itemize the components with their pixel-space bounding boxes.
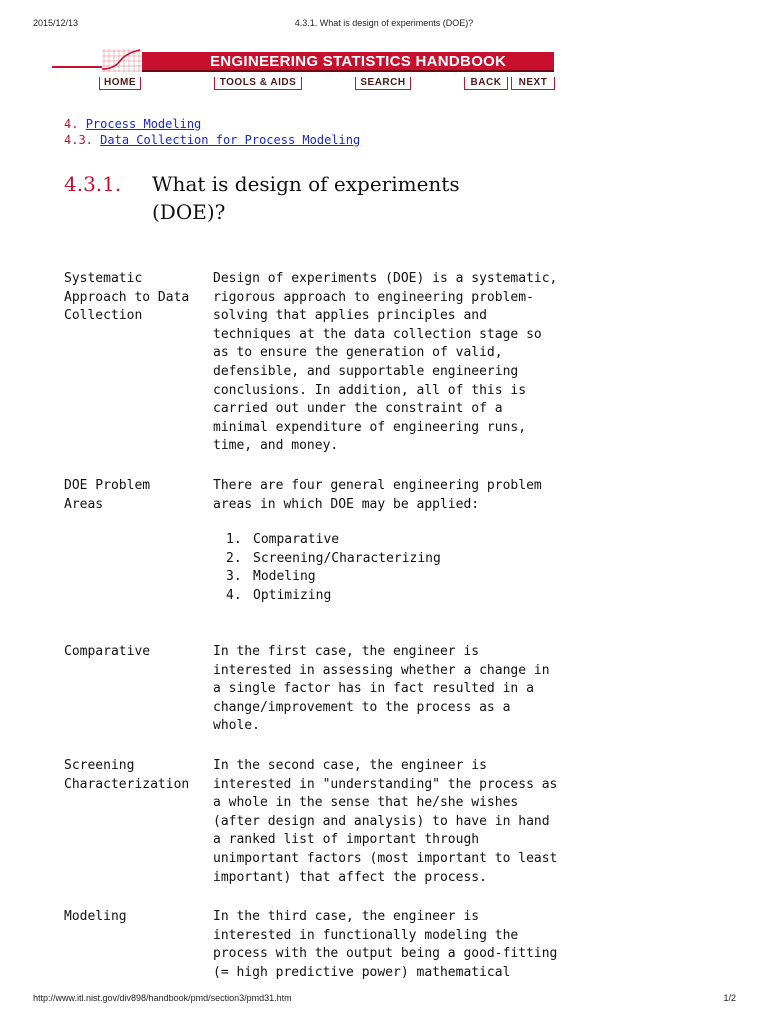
text-line: process with the output being a good-fitting — [213, 946, 558, 962]
list-number: 2. — [226, 550, 242, 566]
handbook-logo-icon — [52, 47, 142, 74]
page-title-line-1: What is design of experiments — [152, 172, 460, 196]
list-text: Optimizing — [253, 587, 332, 603]
section-text-modeling — [213, 908, 573, 982]
section-number: 4.3.1. — [64, 172, 122, 196]
section-text-screening — [213, 757, 573, 887]
label-line: Collection — [64, 308, 143, 324]
text-line: techniques at the data collection stage so — [213, 326, 542, 342]
label-line: Systematic — [64, 271, 143, 286]
label-line: Areas — [64, 496, 104, 512]
section-label-modeling — [64, 908, 204, 927]
print-page-title: 4.3.1. What is design of experiments (DOE)? — [294, 18, 474, 28]
list-text: Screening/Characterizing — [253, 550, 441, 566]
breadcrumb-link-process-modeling[interactable]: Process Modeling — [85, 117, 202, 131]
label-line: Approach to Data — [64, 289, 190, 305]
text-line: a single factor has in fact resulted in a — [213, 681, 534, 697]
label-line: DOE Problem — [64, 478, 151, 493]
text-line: as to ensure the generation of valid, — [213, 345, 503, 361]
back-button[interactable]: BACK — [464, 77, 508, 90]
text-line: conclusions. In addition, all of this is — [213, 382, 527, 398]
section-label-comparative — [64, 643, 204, 662]
section-text-systematic — [213, 270, 573, 456]
list-text: Modeling — [253, 569, 316, 585]
home-button[interactable]: HOME — [99, 77, 141, 90]
text-line: rigorous approach to engineering problem- — [213, 289, 534, 305]
print-date: 2015/12/13 — [33, 18, 79, 28]
print-page-number: 1/2 — [723, 993, 736, 1003]
text-line: carried out under the constraint of a — [213, 401, 503, 417]
list-number: 1. — [226, 532, 242, 547]
handbook-title-bar — [142, 52, 554, 72]
text-line: change/improvement to the process as a — [213, 699, 511, 715]
text-line: a whole in the sense that he/she wishes — [213, 795, 519, 811]
breadcrumb-number: 4.3. — [64, 133, 93, 147]
section-text-problem-areas — [213, 477, 573, 514]
text-line: In the third case, the engineer is — [213, 909, 480, 924]
section-label-systematic — [64, 270, 204, 326]
breadcrumb-item — [64, 117, 201, 131]
text-line: interested in assessing whether a change in — [213, 662, 550, 678]
list-item — [226, 568, 441, 587]
text-line: In the first case, the engineer is — [213, 644, 480, 659]
text-line: (= high predictive power) mathematical — [213, 964, 511, 980]
breadcrumb-number: 4. — [64, 117, 79, 131]
text-line: There are four general engineering problem — [213, 478, 542, 493]
list-item — [226, 550, 441, 569]
section-label-problem-areas — [64, 477, 204, 514]
text-line: areas in which DOE may be applied: — [213, 496, 480, 512]
text-line: a ranked list of important through — [213, 832, 480, 848]
list-item — [226, 587, 441, 606]
text-line: In the second case, the engineer is — [213, 758, 487, 773]
tools-aids-button[interactable]: TOOLS & AIDS — [214, 77, 302, 90]
text-line: solving that applies principles and — [213, 308, 487, 324]
section-label-screening — [64, 757, 204, 794]
text-line: unimportant factors (most important to least — [213, 850, 558, 866]
page-title-line-2: (DOE)? — [152, 200, 226, 224]
search-button[interactable]: SEARCH — [355, 77, 411, 90]
problem-areas-list — [226, 531, 441, 605]
list-item — [226, 531, 441, 550]
text-line: (after design and analysis) to have in hand — [213, 813, 550, 829]
text-line: time, and money. — [213, 438, 339, 454]
print-url: http://www.itl.nist.gov/div898/handbook/pmd/section3/pmd31.htm — [33, 993, 292, 1003]
label-line: Screening — [64, 758, 135, 773]
text-line: minimal expenditure of engineering runs, — [213, 419, 527, 435]
text-line: whole. — [213, 718, 260, 734]
handbook-title: ENGINEERING STATISTICS HANDBOOK — [210, 53, 507, 70]
list-text: Comparative — [253, 532, 340, 547]
label-line: Characterization — [64, 776, 190, 792]
breadcrumb-item — [64, 133, 360, 147]
next-button[interactable]: NEXT — [511, 77, 555, 90]
list-number: 4. — [226, 587, 242, 603]
label-line: Modeling — [64, 909, 127, 924]
text-line: Design of experiments (DOE) is a systematic, — [213, 271, 558, 286]
section-text-comparative — [213, 643, 573, 736]
list-number: 3. — [226, 569, 242, 585]
label-line: Comparative — [64, 644, 151, 659]
text-line: interested in "understanding" the process as — [213, 776, 558, 792]
breadcrumb-link-data-collection[interactable]: Data Collection for Process Modeling — [100, 133, 361, 147]
text-line: important) that affect the process. — [213, 869, 487, 885]
text-line: interested in functionally modeling the — [213, 927, 519, 943]
text-line: defensible, and supportable engineering — [213, 363, 519, 379]
